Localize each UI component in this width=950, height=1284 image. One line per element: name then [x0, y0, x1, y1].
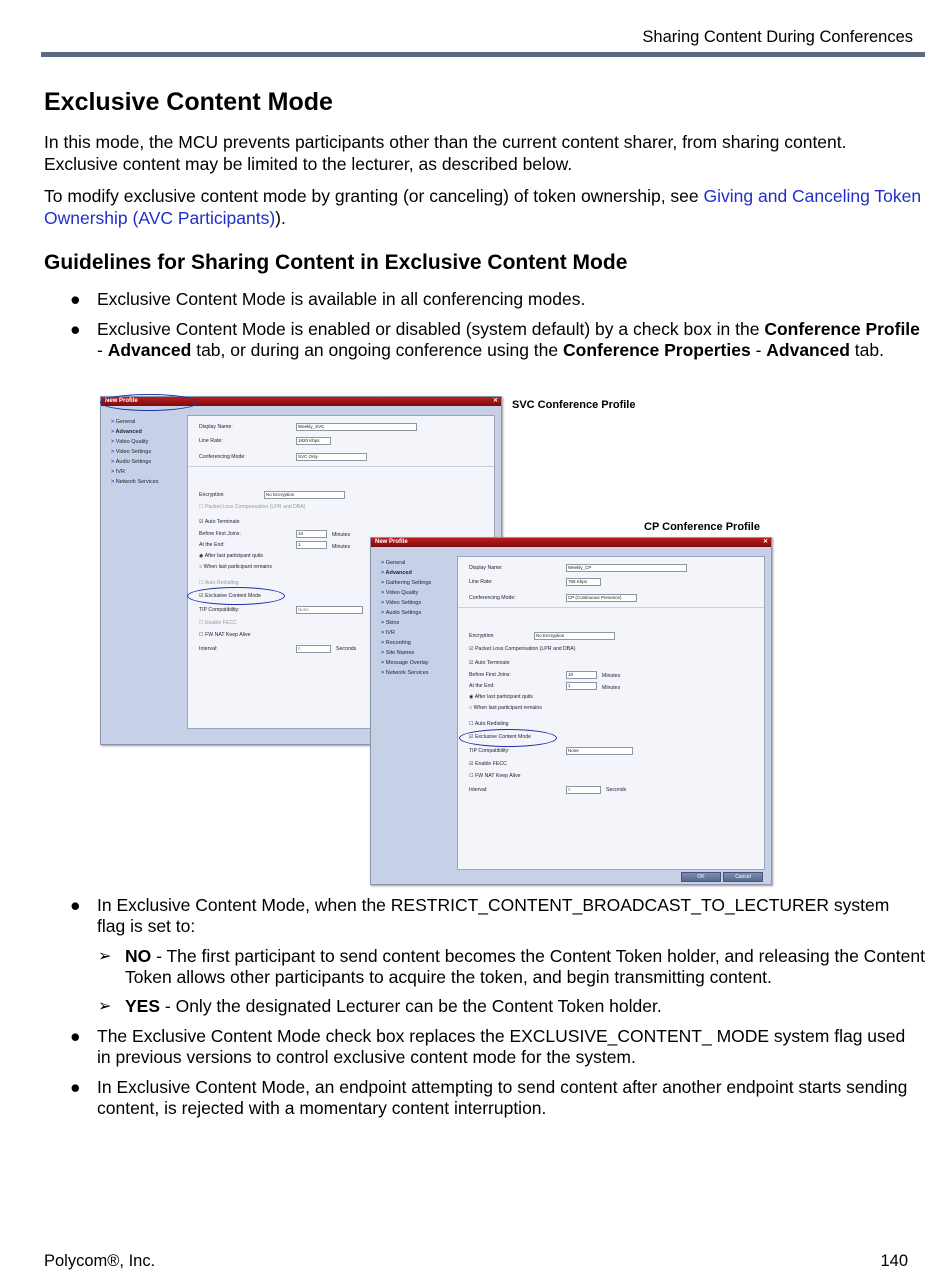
- svc-line-rate-select[interactable]: 1920 Kbps: [296, 437, 331, 445]
- svc-nav-item[interactable]: > Video Settings: [111, 447, 159, 457]
- svc-caption: SVC Conference Profile: [512, 399, 636, 411]
- cp-when-last-label: When last participant remains: [473, 705, 542, 711]
- header-rule: [41, 52, 925, 57]
- cp-nav-item[interactable]: > Video Settings: [381, 598, 431, 608]
- svc-fecc-checkbox[interactable]: ☐ Enable FECC: [199, 620, 237, 626]
- svc-after-last-label: After last participant quits: [204, 553, 263, 559]
- svc-plc-label: Packet Loss Compensation (LPR and DBA): [205, 504, 306, 510]
- cp-plc-checkbox[interactable]: ☑ Packet Loss Compensation (LPR and DBA): [469, 646, 576, 652]
- svc-fw-label: FW NAT Keep Alive: [205, 632, 251, 638]
- highlight-circle: [100, 394, 198, 411]
- bullet-2-text: -: [750, 339, 767, 360]
- bullet-dot: ●: [70, 1077, 81, 1097]
- svc-display-name-input[interactable]: Weekly_SVC: [296, 423, 417, 431]
- cp-nav-item[interactable]: > IVR: [381, 628, 431, 638]
- cp-nav-item[interactable]: > Message Overlay: [381, 658, 431, 668]
- cp-auto-redial-label: Auto Redialing: [474, 721, 509, 727]
- cp-fecc-label: Enable FECC: [475, 761, 507, 767]
- svc-plc-checkbox[interactable]: ☐ Packet Loss Compensation (LPR and DBA): [199, 504, 306, 510]
- svc-auto-redial-checkbox[interactable]: ☐ Auto Redialing: [199, 580, 239, 586]
- svc-exclusive-label: Exclusive Content Mode: [205, 593, 262, 599]
- cp-nav-item[interactable]: > Audio Settings: [381, 608, 431, 618]
- sub-bullet-key: YES: [125, 996, 161, 1016]
- cp-before-first-label: Before First Joins:: [469, 672, 511, 678]
- cp-divider: [458, 607, 764, 608]
- cp-exclusive-label: Exclusive Content Mode: [475, 734, 532, 740]
- cp-auto-terminate-checkbox[interactable]: ☑ Auto Terminate: [469, 660, 510, 666]
- svc-at-end-label: At the End:: [199, 542, 225, 548]
- svc-when-last-label: When last participant remains: [203, 564, 272, 570]
- cp-encryption-label: Encryption: [469, 633, 494, 639]
- token-ownership-link[interactable]: Giving and Canceling Token Ownership (AVC Participants): [44, 186, 922, 228]
- svc-interval-label: Interval:: [199, 646, 218, 652]
- sub-bullet-yes: [125, 996, 925, 1017]
- bullet-5: In Exclusive Content Mode, an endpoint attempting to send content after another endpoint starts sending content, is rejected with a momentary content interruption.: [97, 1077, 908, 1118]
- cp-after-last-radio[interactable]: ◉ After last participant quits: [469, 694, 533, 700]
- svc-encryption-select[interactable]: No Encryption: [264, 491, 345, 499]
- svc-nav-item[interactable]: > Video Quality: [111, 437, 159, 447]
- cp-exclusive-checkbox[interactable]: ☑ Exclusive Content Mode: [469, 734, 532, 740]
- sub-bullet-arrow: ➢: [98, 998, 112, 1015]
- cp-encryption-select[interactable]: No Encryption: [534, 632, 615, 640]
- svc-after-last-radio[interactable]: ◉ After last participant quits: [199, 553, 263, 559]
- svc-interval-input[interactable]: 0: [296, 645, 331, 653]
- cp-advanced-pane: [457, 556, 765, 870]
- cp-nav-item[interactable]: > Skins: [381, 618, 431, 628]
- svc-nav-item[interactable]: > IVR: [111, 467, 159, 477]
- cp-tip-select[interactable]: None: [566, 747, 633, 755]
- cp-window-title: New Profile: [375, 539, 408, 545]
- bullet-dot: ●: [70, 289, 81, 309]
- cp-nav-item[interactable]: > Site Names: [381, 648, 431, 658]
- token-paragraph: [44, 185, 924, 229]
- cp-nav-item[interactable]: > Video Quality: [381, 588, 431, 598]
- cp-at-end-input[interactable]: 1: [566, 682, 597, 690]
- cp-nav-item[interactable]: > Network Services: [381, 668, 431, 678]
- svc-before-first-input[interactable]: 10: [296, 530, 327, 538]
- svc-tip-label: TIP Compatibility:: [199, 607, 240, 613]
- cp-minutes-label: Minutes: [602, 673, 621, 679]
- svc-nav-item[interactable]: > Advanced: [111, 427, 159, 437]
- svc-conf-mode-label: Conferencing Mode:: [199, 454, 246, 460]
- cp-nav-item[interactable]: > General: [381, 558, 431, 568]
- svc-tip-select[interactable]: None: [296, 606, 363, 614]
- token-text-end: ).: [275, 208, 286, 228]
- cancel-button[interactable]: Cancel: [723, 872, 763, 882]
- sub-bullet-text: - Only the designated Lecturer can be the Content Token holder.: [160, 996, 662, 1016]
- svc-fw-checkbox[interactable]: ☐ FW NAT Keep Alive: [199, 632, 251, 638]
- highlight-circle: [459, 729, 557, 747]
- cp-seconds-label: Seconds: [606, 787, 627, 793]
- bullet-dot: ●: [70, 319, 81, 339]
- svc-exclusive-checkbox[interactable]: ☑ Exclusive Content Mode: [199, 593, 262, 599]
- bullet-2-strong: Advanced: [107, 339, 192, 360]
- svc-minutes-label: Minutes: [332, 544, 351, 550]
- bullet-2-strong: Conference Properties: [563, 339, 751, 360]
- svc-nav-item[interactable]: > Audio Settings: [111, 457, 159, 467]
- bullet-2-text: -: [97, 339, 108, 360]
- svc-auto-terminate-checkbox[interactable]: ☑ Auto Terminate: [199, 519, 240, 525]
- bullet-4: The Exclusive Content Mode check box replaces the EXCLUSIVE_CONTENT_ MODE system flag used in previous versions to control exclusive content mode for the system.: [97, 1026, 906, 1067]
- svc-divider: [188, 466, 494, 467]
- page-title: Exclusive Content Mode: [44, 88, 333, 116]
- svc-nav-item[interactable]: > General: [111, 417, 159, 427]
- bullet-2-strong: Conference Profile: [764, 319, 920, 339]
- cp-minutes-label: Minutes: [602, 685, 621, 691]
- cp-conf-mode-select[interactable]: CP (Continuous Presence): [566, 594, 637, 602]
- cp-line-rate-label: Line Rate:: [469, 579, 493, 585]
- bullet-dot: ●: [70, 1026, 81, 1046]
- svc-nav-item[interactable]: > Network Services: [111, 477, 159, 487]
- bullet-1: Exclusive Content Mode is available in all conferencing modes.: [97, 289, 586, 309]
- footer-page-number: 140: [880, 1252, 908, 1270]
- svc-when-last-radio[interactable]: ○ When last participant remains: [199, 564, 272, 570]
- cp-caption: CP Conference Profile: [644, 521, 760, 533]
- cp-after-last-label: After last participant quits: [474, 694, 533, 700]
- svc-window-title: New Profile: [105, 398, 138, 404]
- cp-interval-label: Interval:: [469, 787, 488, 793]
- close-icon[interactable]: ✕: [762, 539, 768, 545]
- bullet-2-text: tab.: [849, 339, 884, 360]
- token-text: To modify exclusive content mode by granting (or canceling) of token ownership, see: [44, 186, 704, 206]
- cp-display-name-input[interactable]: Weekly_CP: [566, 564, 687, 572]
- cp-conf-mode-label: Conferencing Mode:: [469, 595, 516, 601]
- svc-conf-mode-select[interactable]: SVC Only: [296, 453, 367, 461]
- cp-profile-dialog: [370, 537, 772, 885]
- cp-auto-redial-checkbox[interactable]: ☐ Auto Redialing: [469, 721, 509, 727]
- bullet-2-strong: Advanced: [766, 339, 850, 360]
- cp-fw-checkbox[interactable]: ☐ FW NAT Keep Alive: [469, 773, 521, 779]
- svc-seconds-label: Seconds: [336, 646, 357, 652]
- running-header: Sharing Content During Conferences: [642, 28, 913, 46]
- cp-fecc-checkbox[interactable]: ☑ Enable FECC: [469, 761, 507, 767]
- svc-minutes-label: Minutes: [332, 532, 351, 538]
- intro-paragraph: In this mode, the MCU prevents participants other than the current content sharer, from sharing content. Exclusive content may be limited to the lecturer, as described below.: [44, 132, 847, 174]
- svc-at-end-input[interactable]: 1: [296, 541, 327, 549]
- sub-bullet-text: - The first participant to send content becomes the Content Token holder, and releasing the Content Token allows other participants to acquire the token, and begin transmitting content.: [125, 946, 925, 987]
- cp-nav-item[interactable]: > Advanced: [381, 568, 431, 578]
- cp-nav: [381, 558, 431, 678]
- svc-display-name-label: Display Name:: [199, 424, 233, 430]
- cp-auto-terminate-label: Auto Terminate: [474, 660, 510, 666]
- cp-title-bar: [371, 538, 771, 547]
- footer-company: Polycom®, Inc.: [44, 1252, 156, 1270]
- svc-encryption-label: Encryption: [199, 492, 224, 498]
- cp-nav-item[interactable]: > Gathering Settings: [381, 578, 431, 588]
- svc-nav: [111, 417, 159, 487]
- cp-line-rate-select[interactable]: 768 Kbps: [566, 578, 601, 586]
- highlight-circle: [187, 587, 285, 605]
- cp-at-end-label: At the End:: [469, 683, 495, 689]
- bullet-2-text: Exclusive Content Mode is enabled or disabled (system default) by a check box in the: [97, 319, 765, 339]
- cp-tip-label: TIP Compatibility:: [469, 748, 510, 754]
- ok-button[interactable]: OK: [681, 872, 721, 882]
- bullet-2-text: tab, or during an ongoing conference using the: [191, 339, 563, 360]
- cp-when-last-radio[interactable]: ○ When last participant remains: [469, 705, 542, 711]
- cp-display-name-label: Display Name:: [469, 565, 503, 571]
- bullet-3: In Exclusive Content Mode, when the RESTRICT_CONTENT_BROADCAST_TO_LECTURER system flag is set to:: [97, 895, 890, 936]
- bullet-dot: ●: [70, 895, 81, 915]
- svc-auto-redial-label: Auto Redialing: [204, 580, 239, 586]
- cp-plc-label: Packet Loss Compensation (LPR and DBA): [475, 646, 576, 652]
- cp-interval-input[interactable]: 0: [566, 786, 601, 794]
- bullet-2: [97, 319, 922, 360]
- sub-bullet-arrow: ➢: [98, 948, 112, 965]
- svc-line-rate-label: Line Rate:: [199, 438, 223, 444]
- close-icon[interactable]: ✕: [492, 398, 498, 404]
- cp-before-first-input[interactable]: 10: [566, 671, 597, 679]
- cp-fw-label: FW NAT Keep Alive: [475, 773, 521, 779]
- svc-fecc-label: Enable FECC: [205, 620, 237, 626]
- svc-auto-terminate-label: Auto Terminate: [204, 519, 240, 525]
- section-heading: Guidelines for Sharing Content in Exclusive Content Mode: [44, 251, 628, 274]
- sub-bullet-key: NO: [125, 946, 152, 966]
- svc-before-first-label: Before First Joins:: [199, 531, 241, 537]
- sub-bullet-no: [125, 946, 925, 987]
- cp-nav-item[interactable]: > Recording: [381, 638, 431, 648]
